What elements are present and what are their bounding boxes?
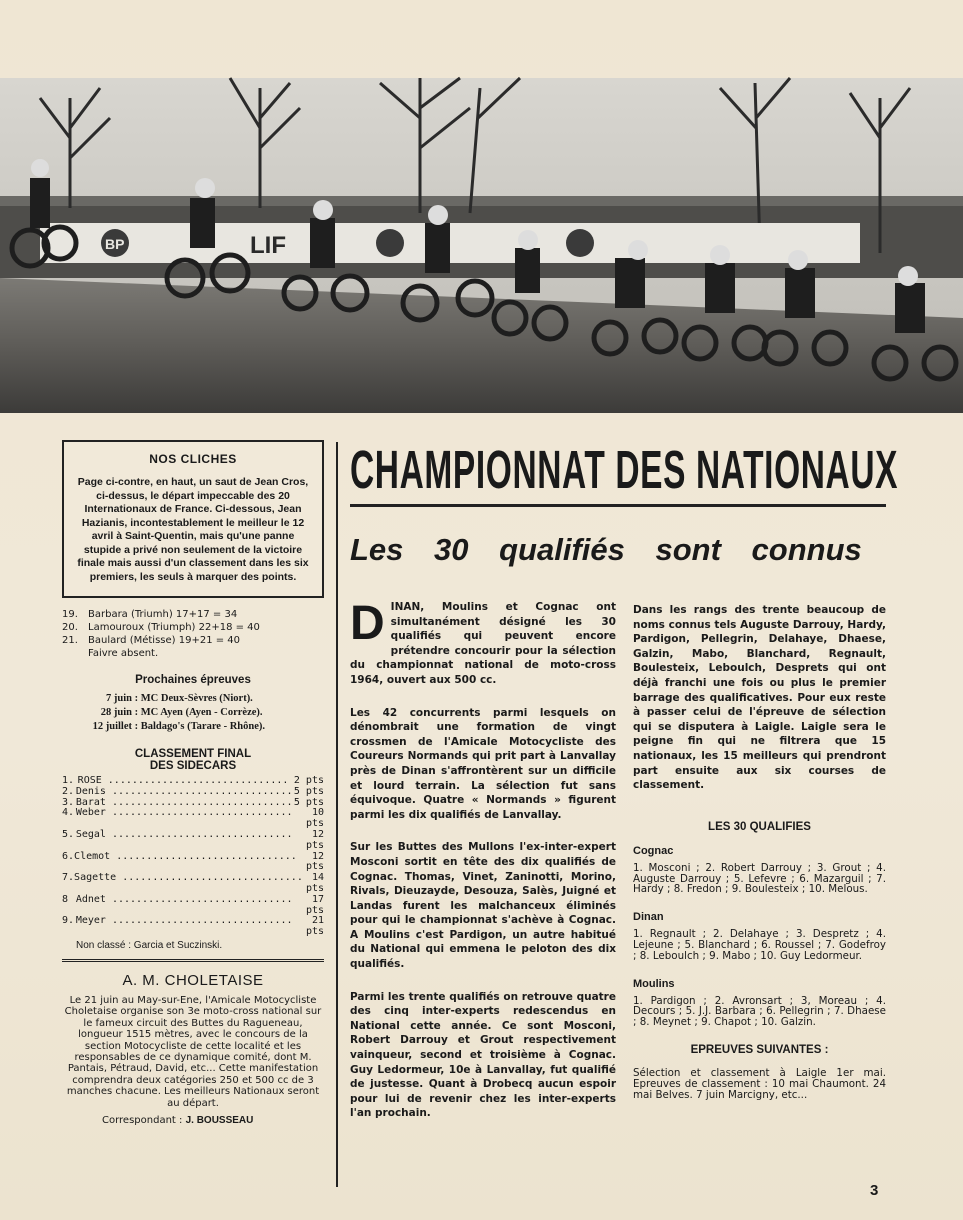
correspondant-label: Correspondant : <box>102 1115 183 1127</box>
sidecar-rank: 7. <box>62 872 75 884</box>
sidecar-name: Adnet .............................. <box>75 893 293 905</box>
sidecar-points: 17 pts <box>305 893 324 916</box>
epreuves-suivantes-text: Sélection et classement à Laigle 1er mai. Epreuves de classement : 10 mai Chaumont. 24 mai Belves. 7 juin Marcigny, etc... <box>633 1066 886 1101</box>
sidecar-points: 10 pts <box>305 807 324 830</box>
correspondant-line <box>62 1115 324 1126</box>
sidecar-name: Clemot .............................. <box>74 850 297 862</box>
section-divider <box>62 959 324 962</box>
event-text: : Baldago's (Tarare - Rhône). <box>134 721 266 732</box>
sidecar-points: 5 pts <box>293 785 324 797</box>
qualified-list: 1. Mosconi ; 2. Robert Darrouy ; 3. Grout ; 4. Auguste Darrouy ; 5. Lefevre ; 6. Mazarguil ; 7. Hardy ; 8. Fredon ; 9. Boulesteix ; 10. Melous. <box>633 861 886 896</box>
non-classe-note: Non classé : Garcia et Suczinski. <box>76 939 223 951</box>
sidecar-points: 14 pts <box>305 872 324 894</box>
am-choletaise-title: A. M. CHOLETAISE <box>122 971 264 989</box>
nos-cliches-title: NOS CLICHES <box>149 452 237 466</box>
correspondant-name: J. BOUSSEAU <box>185 1115 254 1127</box>
article-paragraph: Parmi les trente qualifiés on retrouve quatre des cinq inter-experts redescendus en National cette année. Ce sont Mosconi, Robert Darrouy et Grout respectivement vainqueur, second et troisième à Cognac. Guy Ledormeur, 10e à Lanvallay, fut qualifié de justesse. Quant à Drobecq aucun espoir pour lui de revenir chez les inter-experts l'an prochain. <box>350 990 616 1120</box>
sidecar-name: Segal .............................. <box>75 828 293 840</box>
result-row <box>62 621 324 634</box>
sidecar-rank: 5. <box>62 828 75 840</box>
city-heading: Cognac <box>633 844 674 857</box>
sidecars-title-line1: CLASSEMENT FINAL <box>134 748 252 760</box>
city-heading: Moulins <box>633 977 675 990</box>
sidecars-title-line2: DES SIDECARS <box>149 760 237 772</box>
sidecar-row <box>62 916 324 938</box>
result-rank: 20. <box>62 622 78 633</box>
sidecar-name: ROSE .............................. <box>77 775 289 786</box>
nos-cliches-text: Page ci-contre, en haut, un saut de Jean Cros, ci-dessus, le départ impeccable des 20 Internationaux de France. Ci-dessous, Jean Hazianis, incontestablement le meilleur le 12 avril à Saint-Quentin, mais qu'une panne stupide a privé non seulement de la victoire finale mais aussi d'un classement dans les six premiers, les seuls à marquer des points. <box>77 476 309 583</box>
sidecar-row <box>62 873 324 895</box>
sidecars-title <box>62 748 324 772</box>
sidecar-name: Barat .............................. <box>75 796 293 808</box>
headline: CHAMPIONNAT DES NATIONAUX <box>350 440 899 500</box>
sidecar-row <box>62 830 324 852</box>
article-paragraph <box>350 597 616 688</box>
race-start-photo <box>0 78 963 413</box>
result-text: Lamouroux (Triumph) 22+18 = 40 <box>88 622 260 633</box>
article-paragraph: Dans les rangs des trente beaucoup de noms connus tels Auguste Darrouy, Hardy, Pardigon, Pellegrin, Delahaye, Dhaese, Galzin, Mabo, Blanchard, Regnault, Boulesteix, Leboulch, Desprets qui ont déjà franchi une fois ou plus le premier barrage des qualificatives. Pour eux reste à passer celui de l'épreuve de sélection qui se disputera à Laigle. Laigle sera le peigne fin qui ne filtrera que 15 nationaux, les 15 meilleurs qui prendront part ensuite aux six courses de classement. <box>633 604 886 792</box>
qualified-list: 1. Regnault ; 2. Delahaye ; 3. Despretz ; 4. Lejeune ; 5. Blanchard ; 6. Roussel ; 7. Godefroy ; 8. Leboulch ; 9. Mabo ; 10. Guy Ledormeur. <box>633 928 886 962</box>
article-column-1 <box>350 597 616 1139</box>
event-row <box>62 720 324 734</box>
headline-rule <box>350 504 886 507</box>
prochaines-title: Prochaines épreuves <box>135 674 251 686</box>
result-text: Baulard (Métisse) 19+21 = 40 <box>88 635 241 646</box>
left-column <box>62 440 324 1126</box>
result-text: Barbara (Triumh) 17+17 = 34 <box>88 609 238 620</box>
results-list <box>62 608 324 660</box>
prochaines-list <box>62 692 324 734</box>
sidecar-rank: 3. <box>62 796 75 808</box>
event-date: 28 juin <box>100 707 132 718</box>
sidecar-points: 12 pts <box>305 850 324 873</box>
event-text: : MC Deux-Sèvres (Niort). <box>134 693 253 704</box>
event-date: 12 juillet <box>92 721 132 732</box>
sidecar-rank: 4. <box>62 807 75 819</box>
sidecar-rank: 1. <box>62 775 75 786</box>
sidecar-name: Weber .............................. <box>75 807 293 819</box>
sidecar-row <box>62 895 324 917</box>
sidecar-points: 5 pts <box>293 796 324 808</box>
nos-cliches-box <box>62 440 324 598</box>
qualified-list: 1. Pardigon ; 2. Avronsart ; 3, Moreau ; 4. Decours ; 5. J.J. Barbara ; 6. Pellegrin ; 7. Dhaese ; 8. Meynet ; 9. Chapot ; 10. Galzin. <box>633 994 886 1029</box>
event-date: 7 juin <box>106 693 132 704</box>
column-rule <box>336 442 338 1187</box>
sidecar-rank: 6. <box>62 850 75 862</box>
absent-note: Faivre absent. <box>88 648 159 659</box>
result-row <box>62 608 324 621</box>
sidecars-table <box>62 776 324 938</box>
event-text: : MC Ayen (Ayen - Corrèze). <box>134 707 263 718</box>
sidecar-name: Sagette .............................. <box>74 872 303 884</box>
sidecar-rank: 2. <box>62 785 75 797</box>
sidecar-points: 21 pts <box>305 915 324 938</box>
sidecar-row <box>62 852 324 874</box>
event-row <box>62 692 324 706</box>
result-rank: 19. <box>62 609 78 620</box>
sidecar-points: 2 pts <box>293 775 324 786</box>
result-rank: 21. <box>62 635 78 646</box>
sidecar-name: Denis .............................. <box>75 785 293 797</box>
sidecar-rank: 8 <box>62 893 69 905</box>
qualifies-title: LES 30 QUALIFIES <box>708 820 811 833</box>
drop-cap: D <box>350 597 385 650</box>
sidecar-points: 12 pts <box>305 828 324 851</box>
article-paragraph: Sur les Buttes des Mullons l'ex-inter-expert Mosconi sortit en tête des dix qualifiés de Cognac. Thomas, Vinet, Zaninotti, Morino, Rivals, Dieuzayde, Desouza, Salès, Juigné et Landas furent les malchanceux éliminés pour qui le championnat s'achève à Cognac. A Moulins c'est Pardigon, un autre habitué du National qui emmena le peloton des dix qualifiés. <box>350 841 616 971</box>
epreuves-suivantes-title: EPREUVES SUIVANTES : <box>690 1043 829 1056</box>
article-paragraph: Les 42 concurrents parmi lesquels on dénombrait une formation de vingt crossmen de l'Amicale Motocycliste des Coureurs Normands qui prit part à Lanvallay près de Dinan s'affrontèrent sur un difficile et lourd terrain. La sélection fut sans équivoque. Quatre « Normands » figurent parmi les dix qualifiés de Lanvallay. <box>350 706 616 821</box>
sidecar-name: Meyer .............................. <box>75 915 293 927</box>
sidecar-row <box>62 808 324 830</box>
event-row <box>62 706 324 720</box>
sidecar-rank: 9. <box>62 915 75 927</box>
article-paragraph-text: INAN, Moulins et Cognac ont simultanément désigné les 30 qualifiés qui peuvent encore prétendre concourir pour la sélection du championnat national de moto-cross 1964, ouvert aux 500 cc. <box>350 601 616 686</box>
subheadline: Les 30 qualifiés sont connus <box>350 532 862 567</box>
banner-lif-text: LIF <box>250 232 286 259</box>
am-choletaise-text: Le 21 juin au May-sur-Ene, l'Amicale Motocycliste Choletaise organise son 3e moto-cross national sur le fameux circuit des Buttes du Ragueneau, longueur 1515 mètres, avec le concours de la section Motocycliste de cette localité et les responsables de ce dynamique comité, dont M. Pantais, Pétraud, David, etc... Cette manifestation comprendra deux catégories 250 et 500 cc de 3 manches chacune. Les meilleurs Nationaux seront au départ. <box>64 994 322 1109</box>
result-row <box>62 634 324 647</box>
page-number: 3 <box>870 1182 879 1199</box>
banner-bp-text: BP <box>105 236 125 252</box>
article-column-2 <box>633 603 886 1101</box>
city-heading: Dinan <box>633 911 664 924</box>
